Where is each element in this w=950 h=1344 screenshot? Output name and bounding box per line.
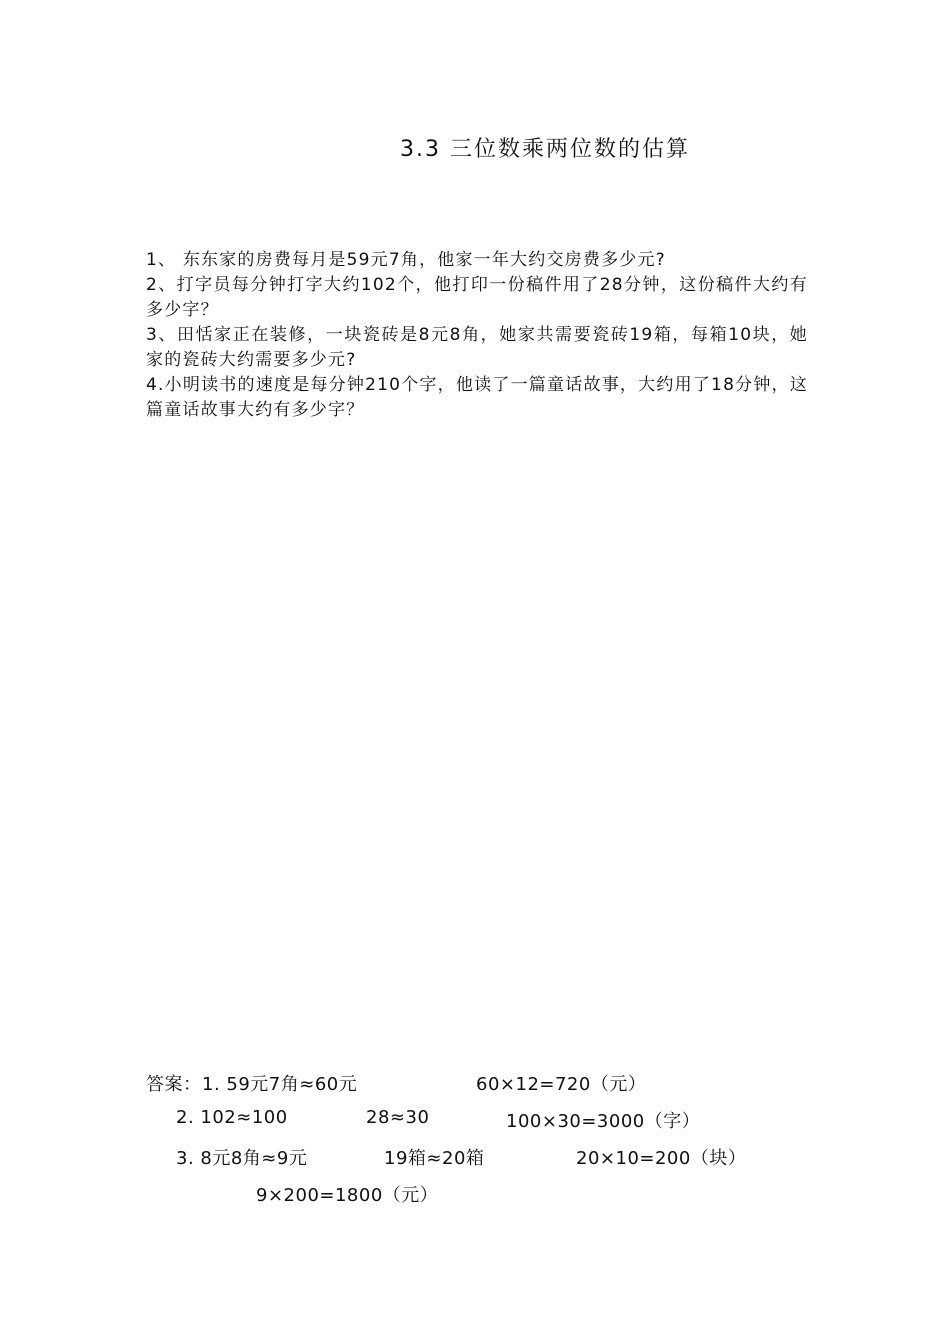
page-title: 3.3 三位数乘两位数的估算	[400, 137, 690, 162]
answer-1-calc: 60×12=720（元）	[476, 1074, 647, 1095]
answer-2-estimate-b: 28≈30	[366, 1107, 430, 1128]
question-4: 4.小明读书的速度是每分钟210个字，他读了一篇童话故事，大约用了18分钟，这篇童话故事大约有多少字？	[146, 375, 808, 420]
answer-3-calc: 20×10=200（块）	[576, 1148, 747, 1169]
question-list	[146, 248, 808, 423]
answer-3-estimate-a: 3. 8元8角≈9元	[176, 1148, 308, 1169]
answer-1-estimate: 1. 59元7角≈60元	[202, 1074, 358, 1095]
question-3: 3、田恬家正在装修，一块瓷砖是8元8角，她家共需要瓷砖19箱，每箱10块，她家的瓷砖大约需要多少元?	[146, 325, 808, 370]
question-2: 2、打字员每分钟打字大约102个，他打印一份稿件用了28分钟，这份稿件大约有多少字？	[146, 275, 808, 320]
answer-3-estimate-b: 19箱≈20箱	[384, 1148, 485, 1169]
answer-2-estimate-a: 2. 102≈100	[176, 1107, 288, 1128]
answer-label: 答案：	[146, 1074, 202, 1095]
answer-2-calc: 100×30=3000（字）	[506, 1111, 701, 1132]
question-1: 1、 东东家的房费每月是59元7角，他家一年大约交房费多少元?	[146, 250, 666, 270]
answer-3-result: 9×200=1800（元）	[256, 1185, 439, 1206]
